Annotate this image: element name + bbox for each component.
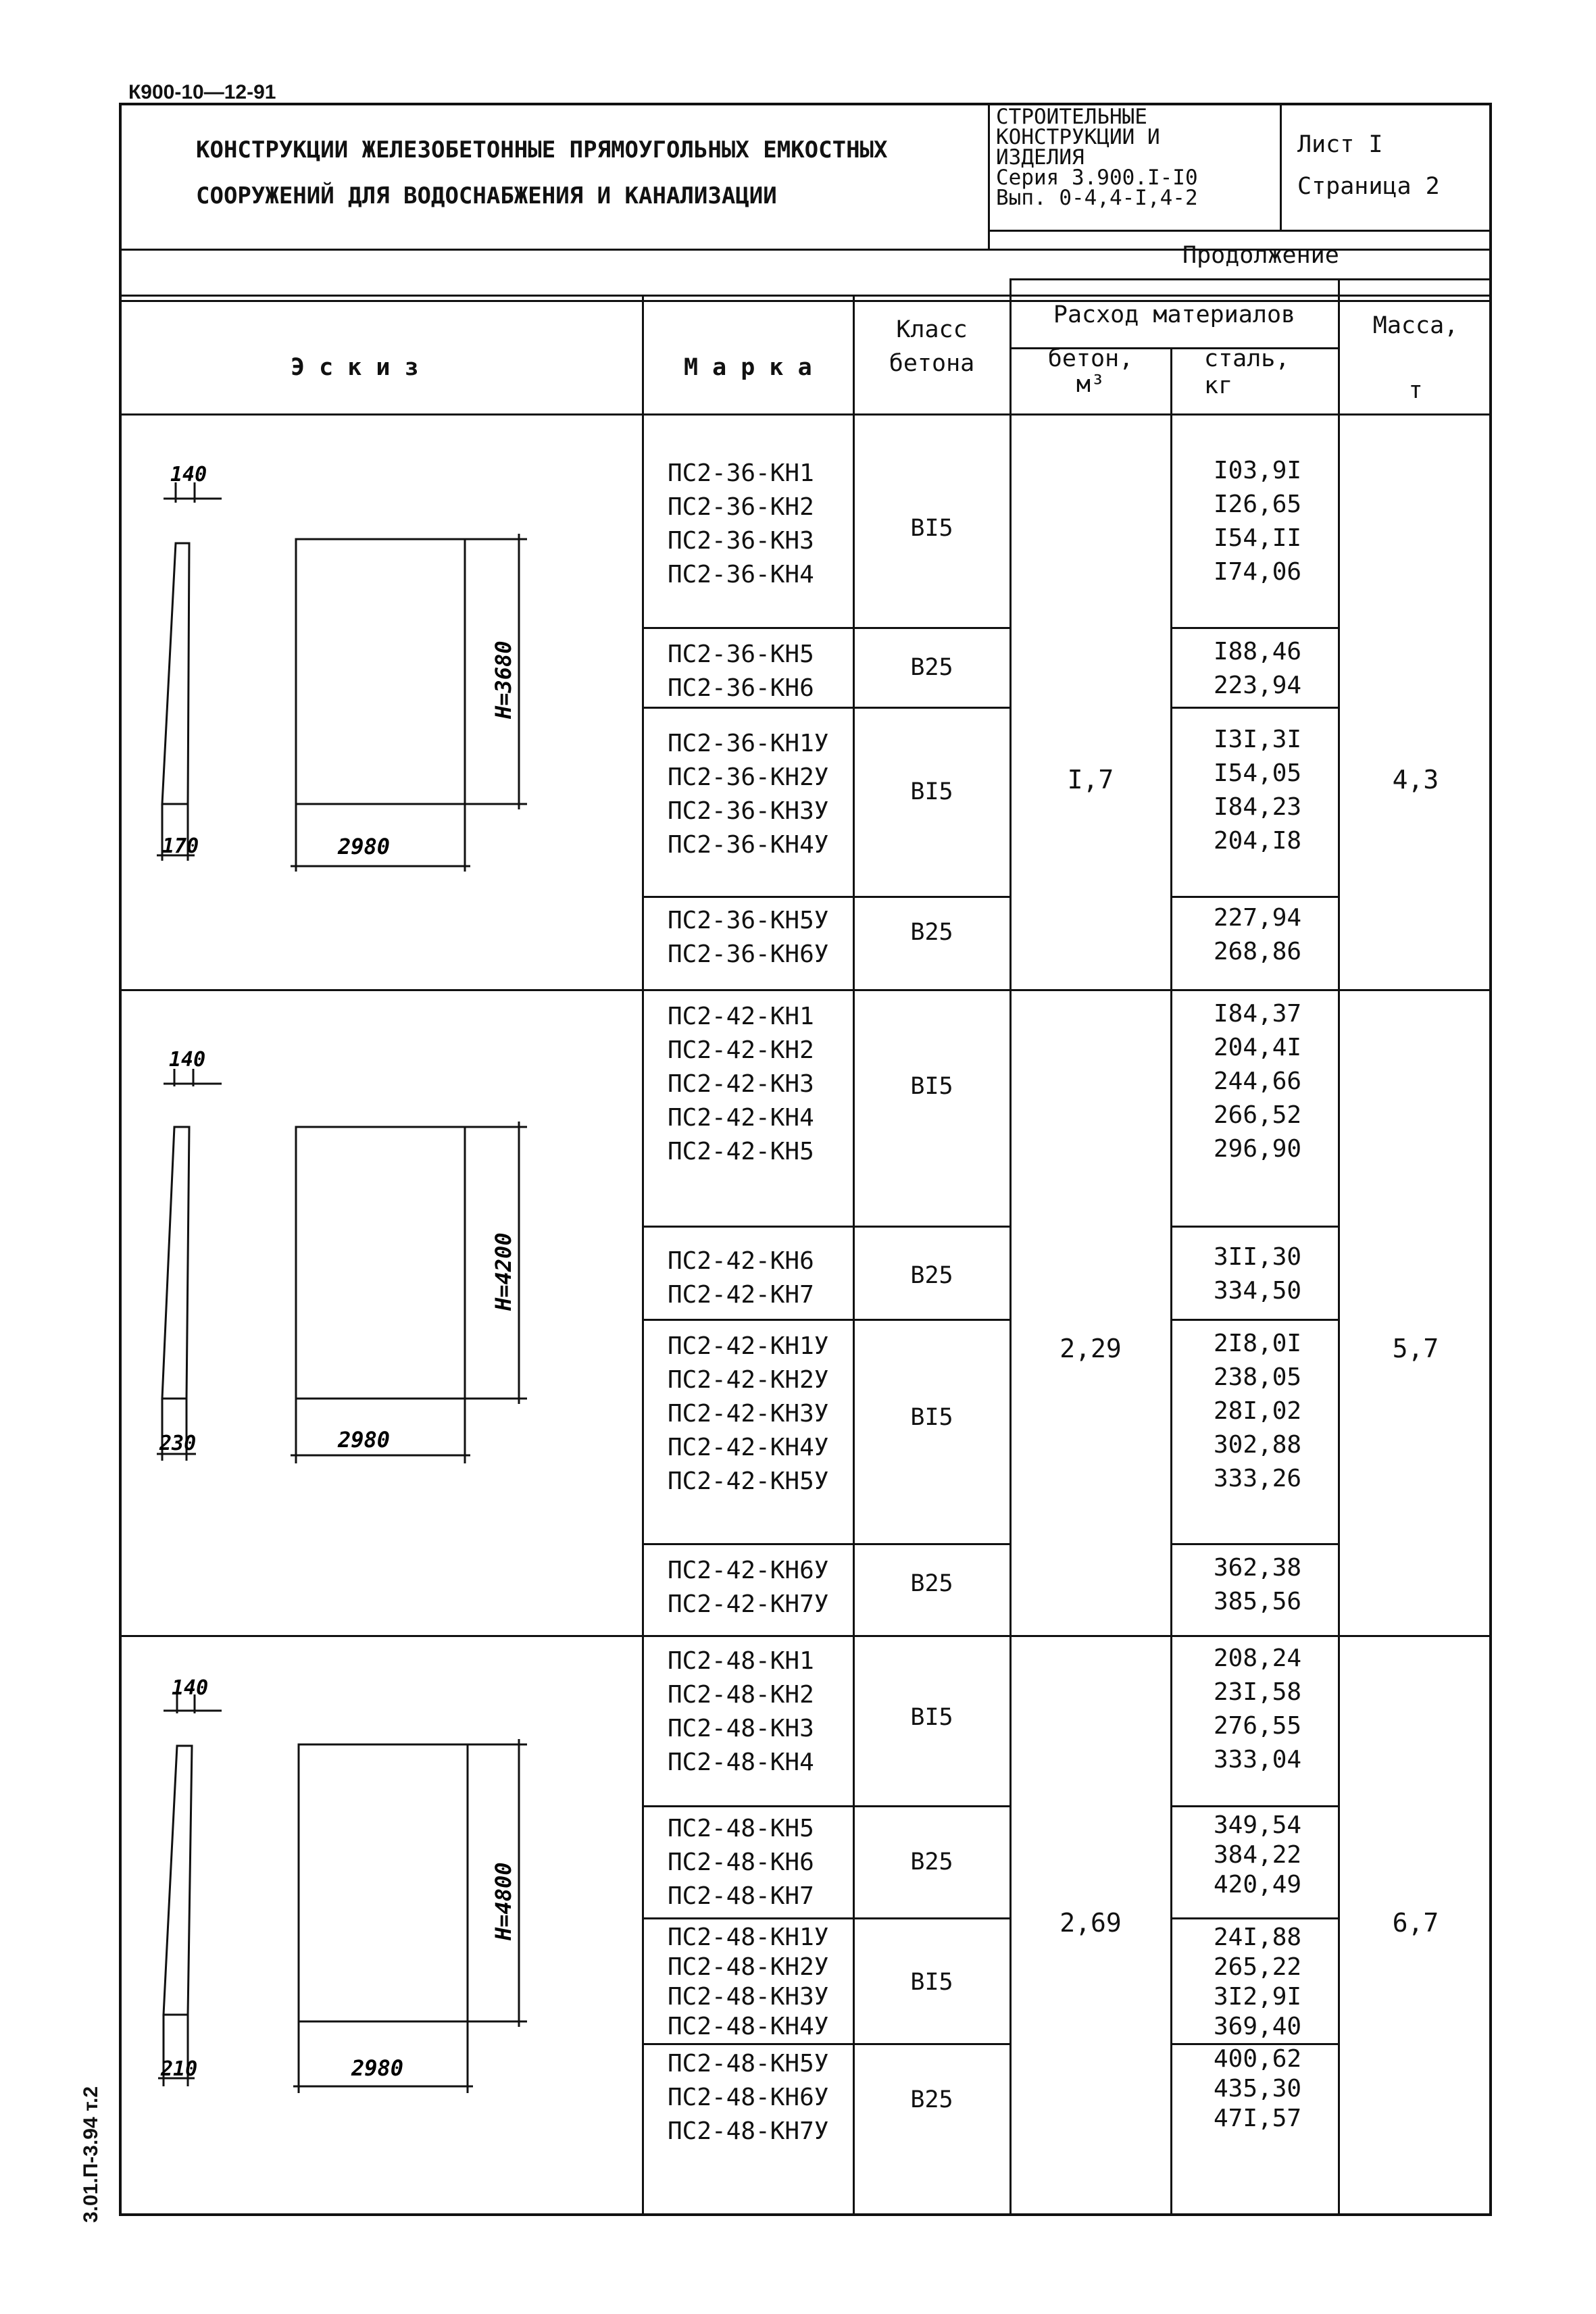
- class-group-3: BI5: [910, 778, 953, 805]
- column-class-1: Класс: [896, 316, 968, 343]
- dim-width-48: 2980: [351, 2055, 404, 2081]
- column-consumption: Расход материалов: [1053, 301, 1296, 328]
- class-group-7: BI5: [910, 1404, 953, 1431]
- document-code: К900-10—12-91: [128, 81, 276, 103]
- marks-group-9: ПС2-48-КН1 ПС2-48-КН2 ПС2-48-КН3 ПС2-48-КН4: [668, 1647, 814, 1776]
- class-group-12: B25: [910, 2086, 953, 2113]
- class-group-2: B25: [910, 654, 953, 681]
- column-concrete-1: бетон,: [1047, 345, 1134, 372]
- class-group-9: BI5: [910, 1704, 953, 1731]
- marks-group-6: ПС2-42-КН6 ПС2-42-КН7: [668, 1247, 814, 1309]
- dim-width-42: 2980: [338, 1427, 391, 1453]
- concrete-section-2: 2,29: [1059, 1334, 1122, 1363]
- column-class-2: бетона: [889, 350, 975, 377]
- column-sketch: Э с к и з: [291, 354, 419, 381]
- dim-top-42: 140: [169, 1048, 206, 1072]
- page-number: Страница 2: [1297, 173, 1440, 200]
- series-block: СТРОИТЕЛЬНЫЕ КОНСТРУКЦИИ И ИЗДЕЛИЯ Серия 3.900.I-I0 Вып. 0-4,4-I,4-2: [996, 105, 1198, 210]
- steel-group-6: 3II,30 334,50: [1214, 1243, 1302, 1305]
- steel-group-2: I88,46 223,94: [1214, 638, 1302, 699]
- side-document-code: 3.01.П-3.94 т.2: [80, 2086, 102, 2223]
- steel-group-10: 349,54 384,22 420,49: [1214, 1811, 1302, 1898]
- marks-group-1: ПС2-36-КН1 ПС2-36-КН2 ПС2-36-КН3 ПС2-36-КН4: [668, 459, 814, 588]
- marks-group-2: ПС2-36-КН5 ПС2-36-КН6: [668, 640, 814, 702]
- class-group-10: B25: [910, 1848, 953, 1876]
- sheet-number: Лист I: [1297, 131, 1383, 158]
- steel-group-3: I3I,3I I54,05 I84,23 204,I8: [1214, 726, 1302, 855]
- marks-group-8: ПС2-42-КН6У ПС2-42-КН7У: [668, 1557, 829, 1618]
- continuation-label: Продолжение: [1182, 242, 1339, 269]
- dim-height-48: H=4800: [491, 1862, 516, 1940]
- dim-height-42: H=4200: [491, 1232, 516, 1311]
- marks-group-5: ПС2-42-КН1 ПС2-42-КН2 ПС2-42-КН3 ПС2-42-КН4 ПС2-42-КН5: [668, 1003, 814, 1165]
- dim-bottom-36: 170: [162, 834, 199, 858]
- marks-group-10: ПС2-48-КН5 ПС2-48-КН6 ПС2-48-КН7: [668, 1815, 814, 1910]
- dim-height-36: H=3680: [491, 640, 516, 719]
- sketch-panel-42: [122, 990, 641, 1634]
- class-group-5: BI5: [910, 1073, 953, 1100]
- class-group-6: B25: [910, 1262, 953, 1289]
- steel-group-7: 2I8,0I 238,05 28I,02 302,88 333,26: [1214, 1330, 1302, 1492]
- marks-group-3: ПС2-36-КН1У ПС2-36-КН2У ПС2-36-КН3У ПС2-36-КН4У: [668, 730, 829, 859]
- class-group-11: BI5: [910, 1969, 953, 1996]
- dim-width-36: 2980: [338, 834, 391, 859]
- dim-top-36: 140: [170, 463, 207, 486]
- marks-group-7: ПС2-42-КН1У ПС2-42-КН2У ПС2-42-КН3У ПС2-42-КН4У ПС2-42-КН5У: [668, 1332, 829, 1495]
- marks-group-12: ПС2-48-КН5У ПС2-48-КН6У ПС2-48-КН7У: [668, 2050, 829, 2145]
- sketch-panel-36: [122, 415, 641, 989]
- mass-section-1: 4,3: [1392, 765, 1439, 795]
- column-concrete-2: м³: [1076, 371, 1105, 398]
- steel-group-12: 400,62 435,30 47I,57: [1214, 2045, 1302, 2132]
- class-group-8: B25: [910, 1570, 953, 1597]
- column-steel-1: сталь,: [1204, 345, 1290, 372]
- mass-section-3: 6,7: [1392, 1908, 1439, 1938]
- steel-group-11: 24I,88 265,22 3I2,9I 369,40: [1214, 1923, 1302, 2040]
- column-mark: М а р к а: [684, 354, 812, 381]
- column-steel-2: кг: [1204, 372, 1233, 399]
- concrete-section-1: I,7: [1067, 765, 1114, 795]
- concrete-section-3: 2,69: [1059, 1908, 1122, 1938]
- title-line-1: КОНСТРУКЦИИ ЖЕЛЕЗОБЕТОННЫЕ ПРЯМОУГОЛЬНЫХ ЕМКОСТНЫХ: [196, 136, 888, 164]
- dim-top-48: 140: [172, 1676, 209, 1700]
- class-group-4: B25: [910, 919, 953, 946]
- dim-bottom-42: 230: [159, 1432, 197, 1455]
- marks-group-4: ПС2-36-КН5У ПС2-36-КН6У: [668, 907, 829, 968]
- steel-group-8: 362,38 385,56: [1214, 1554, 1302, 1615]
- title-line-2: СООРУЖЕНИЙ ДЛЯ ВОДОСНАБЖЕНИЯ И КАНАЛИЗАЦИИ: [196, 182, 777, 209]
- class-group-1: BI5: [910, 515, 953, 542]
- steel-group-1: I03,9I I26,65 I54,II I74,06: [1214, 457, 1302, 586]
- marks-group-11: ПС2-48-КН1У ПС2-48-КН2У ПС2-48-КН3У ПС2-48-КН4У: [668, 1923, 829, 2040]
- steel-group-4: 227,94 268,86: [1214, 904, 1302, 965]
- dim-bottom-48: 210: [161, 2057, 198, 2081]
- column-mass-1: Масса,: [1372, 312, 1459, 339]
- steel-group-9: 208,24 23I,58 276,55 333,04: [1214, 1644, 1302, 1774]
- mass-section-2: 5,7: [1392, 1334, 1439, 1363]
- steel-group-5: I84,37 204,4I 244,66 266,52 296,90: [1214, 1000, 1302, 1163]
- sketch-panel-48: [122, 1636, 641, 2215]
- column-mass-2: т: [1408, 377, 1423, 404]
